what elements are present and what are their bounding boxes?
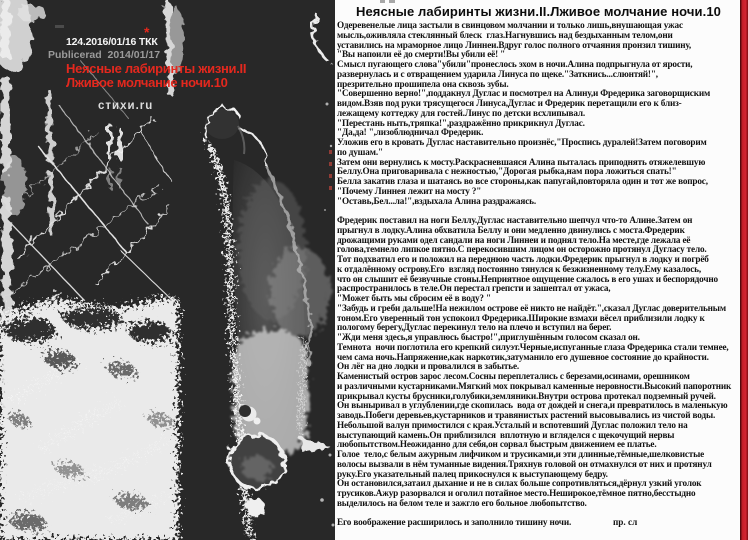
- text-line: "Вы напоили её до смерти!Вы убили её! ": [337, 49, 506, 60]
- text-line: Беллу.Она приговаривала с нежностью,"Дорогая рыбка,нам пора ложиться спать!": [337, 166, 677, 177]
- red-edge-strip: [740, 0, 748, 540]
- text-line: "Оставь,Бел...ла!",вздыхала Алина раздражаясь.: [337, 195, 536, 206]
- text-line: прыгнул в лодку.Алина обхватила Беллу и они медленно двинулись с моста.Фредерик: [337, 224, 685, 235]
- text-line: Затем они вернулись к мосту.Раскрасневшаяся Алина пыталась приподнять отяжелевшую: [337, 156, 706, 167]
- text-line: уставились на мраморное лицо Линнеи.Вдруг голос полного отчаяния пронзил тишину,: [337, 39, 692, 50]
- text-line: "Забудь и греби дальше!На нежилом острове её никто не найдёт.",сказал Дуглас доверительным: [337, 302, 726, 313]
- text-line: "Перестань ныть,тряпка!",раздражённо прикрикнул Дуглас.: [337, 117, 585, 128]
- text-line: любопытством.Неожиданно для себя,он сорвал быстрым движением ее платье.: [337, 439, 657, 450]
- text-line: выделилось на белом теле и зажгло его больное любопытство.: [337, 497, 587, 508]
- text-line: мысль,оживляла стеклянный блеск глаз.Нагнувшись над бездыханным телом,они: [337, 29, 673, 40]
- text-line: прикрывал кусты брусники,голубики,земляники.Внутри острова протекал подземный ручей.: [337, 390, 716, 401]
- text-line: Темнота ночи поглотила его крепкий силуэт.Черные,испуганные глаза Фредерика стали темнее,: [337, 341, 729, 352]
- text-line: видом.Взяв под руки трясущегося Линуса,Дуглас и Фредерик перетащили его к близ-: [337, 98, 682, 108]
- text-line: Тот подхватил его и положил на переднюю часть лодки.Фредерик прыгнул в лодку и погрёб: [337, 254, 709, 264]
- text-line: к отдалённому острову.Его взгляд постоянно тянулся к безжизненному телу.Ему казалось,: [337, 263, 702, 274]
- text-line: Он выныривал в углублении,где скопилась вода от дождей и снега,и превратилось в маленькую: [337, 400, 728, 411]
- text-line: Смысл пугающего слова"убили"пронеслось эхом в ночи.Алина подпрыгнула от ярости,: [337, 59, 693, 69]
- red-asterisk-mark: *: [144, 24, 150, 40]
- text-line: Белла закатив глаза и шатаясь во все стороны,как папугай,повторяла один и тот же вопрос,: [337, 176, 708, 186]
- text-line: голова,темнело липкое пятно.С перекосившим лицом он осторожно протянул Дугласу тело.: [337, 244, 707, 255]
- text-line: презрительно прошипела она сквозь зубы.: [337, 78, 509, 89]
- photo-code-label: 124.2016/01/16 ТКК: [66, 36, 158, 48]
- photo-red-title-line1: Неясные лабиринты жизни.II: [66, 61, 247, 76]
- text-line: Голое тело,с белым ажурным лифчиком и трусиками,и эти длинные,тёмные,шелковистые: [337, 449, 705, 459]
- text-line: тоном.Его уверенный тон успокоил Фредерика.Широкие взмахи вёсел приблизили лодку к: [337, 312, 705, 323]
- closing-note: пр. сл: [613, 517, 638, 527]
- smudge-mark: [380, 0, 385, 3]
- article-body: [337, 21, 741, 528]
- text-line: Он лёг на дно лодки и провалился в забытье.: [337, 361, 520, 372]
- photo-panel: [0, 0, 335, 540]
- text-line: Каменистый остров зарос лесом.Сосны переплетались с березами,осинами, орешником: [337, 371, 690, 381]
- site-watermark: стихи.ru: [98, 100, 154, 112]
- text-line: Одеревенелые лица застыли в свинцовом молчании и только лишь,внушающая ужас: [337, 20, 683, 30]
- text-line: "Совершенно верно!",поддакнул Дуглас и посмотрел на Алину,и Фредерика заговорщиским: [337, 88, 711, 99]
- photo-published-label: Publicerad 2014/01/17: [48, 49, 161, 61]
- text-line: чем сама ночь.Напряжение,как наркотик,затуманило его душевное состояние до крайности.: [337, 351, 709, 362]
- smudge-mark: [389, 0, 395, 3]
- text-line: Небольшой валун примостился с края.Усталый и вспотевший Дуглас положил тело на: [337, 419, 688, 430]
- text-line: развернулась и с отвращением ударила Линуса по щеке."Заткнись...слюнтяй!",: [337, 68, 658, 79]
- text-line: "Да,да! ",лизоблюдничал Фредерик.: [337, 127, 484, 138]
- text-line: распространилось в теле.Он перестал грепсти и зашептал от ужаса,: [337, 283, 611, 294]
- text-line: и различными кустарниками.Мягкий мох покрывал каменные неровности.Высокий папоротник: [337, 380, 732, 391]
- text-line: дрожащими руками одел сандали на ноги Линнеи и поднял тело.На месте,где лежала её: [337, 234, 691, 245]
- text-line: Его воображение расширилось и заполнило тишину ночи.: [337, 517, 572, 528]
- text-line: выступающий камень.Он приблизился вплотную и вгляделся с щекочущий нервы: [337, 429, 675, 440]
- text-line: "Жди меня здесь,я управлюсь быстро!",приглушённым голосом сказал он.: [337, 332, 640, 342]
- text-line: "Может быть мы сбросим её в воду? ": [337, 293, 491, 303]
- text-line: "Почему Линнея лежит на мосту ?": [337, 185, 482, 196]
- text-line: Он остановился,затаил дыхание и не в силах больше сопротивляться,дёрнул узкий уголок: [337, 478, 702, 489]
- text-line: руку.Его указательный палец прикоснулся к выступающему бедру.: [337, 468, 608, 479]
- text-line: трусиков.Ажур разорвался и оголил потайное место.Неширокое,тёмное пятно,бесстыдно: [337, 488, 696, 498]
- text-line: пологому берегу,Дуглас перекинул тело на плечо и вступил на берег.: [337, 322, 612, 333]
- article-panel: [335, 0, 742, 540]
- text-line: заводь.Побеги деревьев,кустарников и травянистых растений высовывались из чистой воды.: [337, 410, 716, 420]
- photo-red-title-line2: Лживое молчание ночи.10: [66, 75, 228, 90]
- text-line: Уложив его в кровать Дуглас наставительно произнёс,"Проспись дуралей!Затем поговорим: [337, 137, 707, 147]
- text-line: что он слышит её безвучные стоны.Неприятное ощущение сжалось в его ушах и беспорядочно: [337, 273, 718, 284]
- text-line: Фредерик поставил на ноги Беллу.Дуглас наставительно шепчул что-то Алине.Затем он: [337, 215, 693, 225]
- text-line: волосы вызвали в нём туманные видения.Тряхнув головой он отмахнулся от них и протянул: [337, 458, 712, 469]
- page-title: Неясные лабиринты жизни.II.Лживое молчание ночи.10: [355, 4, 722, 19]
- text-line: лежащему коттеджу для гостей.Линус по детски всхлипывал.: [337, 107, 586, 118]
- text-line: по душам.": [337, 146, 383, 157]
